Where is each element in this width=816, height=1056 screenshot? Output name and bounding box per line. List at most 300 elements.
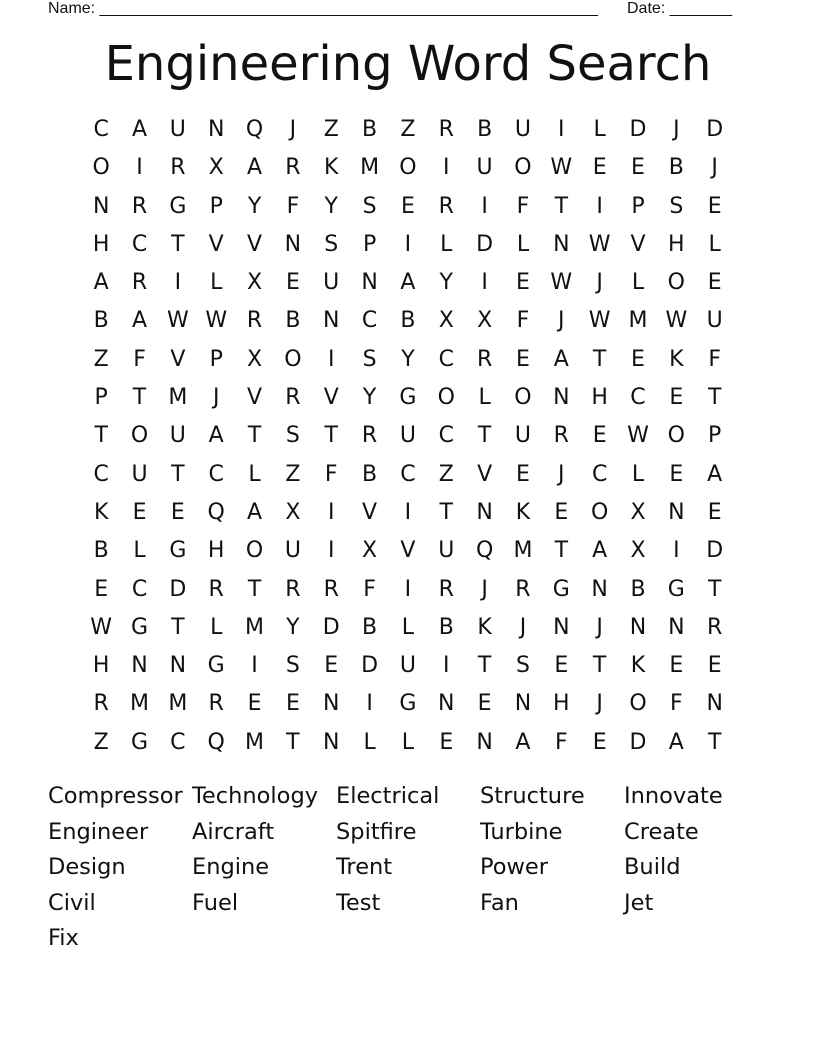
grid-letter: D [706, 117, 724, 142]
grid-letter: N [361, 270, 378, 296]
grid-letter: R [93, 691, 109, 717]
grid-letter: T [554, 538, 569, 564]
grid-letter: M [245, 614, 265, 640]
grid-letter: J [212, 385, 220, 411]
word-list-item: Engine [192, 854, 270, 880]
grid-letter: F [133, 346, 146, 372]
grid-row [82, 111, 734, 149]
grid-letter: W [588, 231, 611, 257]
grid-letter: E [132, 499, 147, 525]
grid-letter: C [93, 461, 109, 487]
grid-letter: C [438, 423, 454, 449]
grid-letter: W [205, 308, 228, 334]
grid-letter: B [362, 461, 378, 487]
grid-row [82, 264, 734, 302]
grid-letter: R [476, 346, 493, 372]
grid-letter: C [93, 117, 109, 142]
grid-row [82, 571, 734, 609]
grid-letter: Z [285, 461, 301, 487]
grid-letter: N [629, 614, 647, 640]
grid-letter: Z [323, 117, 339, 142]
grid-letter: B [477, 117, 493, 142]
grid-letter: L [210, 614, 223, 640]
grid-letter: H [553, 691, 570, 717]
grid-letter: P [631, 193, 645, 219]
grid-letter: Q [475, 538, 494, 564]
grid-letter: G [169, 538, 187, 564]
grid-letter: V [247, 231, 263, 257]
grid-letter: U [514, 117, 531, 142]
grid-letter: J [596, 691, 603, 717]
word-list-item: Aircraft [192, 818, 275, 845]
grid-letter: F [516, 308, 530, 334]
grid-letter: T [286, 729, 300, 755]
grid-letter: R [246, 308, 263, 334]
grid-letter: N [553, 231, 570, 257]
grid-letter: S [669, 193, 684, 219]
grid-row [82, 724, 734, 762]
grid-letter: O [284, 346, 302, 372]
grid-letter: S [285, 423, 300, 449]
grid-letter: S [362, 193, 377, 219]
grid-letter: W [588, 308, 611, 334]
grid-letter: C [131, 576, 148, 602]
grid-letter: E [554, 653, 569, 679]
grid-letter: A [247, 499, 263, 525]
grid-letter: C [208, 461, 224, 487]
grid-letter: L [478, 385, 491, 411]
grid-letter: X [247, 346, 263, 372]
grid-letter: I [251, 653, 258, 679]
grid-letter: O [629, 691, 647, 717]
grid-letter: T [707, 576, 722, 602]
grid-letter: K [630, 653, 646, 679]
grid-letter: U [438, 538, 455, 564]
grid-letter: I [443, 155, 450, 181]
grid-letter: E [707, 193, 722, 219]
grid-letter: N [591, 576, 608, 602]
grid-letter: T [554, 193, 569, 219]
grid-row [82, 494, 734, 532]
grid-letter: B [93, 308, 109, 334]
grid-letter: V [323, 385, 339, 411]
grid-letter: O [130, 423, 149, 449]
grid-letter: W [627, 423, 649, 449]
grid-letter: E [516, 461, 530, 487]
word-list-item: Design [48, 854, 126, 880]
grid-letter: A [131, 117, 148, 142]
grid-letter: A [515, 729, 531, 755]
grid-letter: T [171, 231, 185, 257]
grid-letter: K [324, 155, 339, 181]
grid-letter: G [207, 653, 225, 679]
grid-letter: Y [362, 385, 377, 411]
grid-row [82, 149, 734, 187]
grid-letter: E [439, 729, 454, 755]
grid-letter: V [400, 538, 416, 564]
grid-letter: I [366, 691, 373, 717]
grid-letter: T [707, 729, 722, 755]
grid-row [82, 226, 734, 264]
grid-letter: M [245, 729, 265, 755]
grid-letter: U [169, 423, 186, 449]
grid-letter: E [285, 691, 300, 717]
grid-letter: I [174, 270, 182, 296]
grid-letter: E [707, 653, 722, 679]
grid-letter: U [476, 155, 493, 181]
grid-letter: R [131, 270, 148, 296]
grid-letter: S [324, 231, 339, 257]
grid-letter: R [285, 155, 301, 181]
grid-letter: E [592, 729, 607, 755]
grid-letter: Y [439, 270, 453, 296]
grid-letter: E [516, 346, 530, 372]
grid-letter: L [440, 231, 453, 257]
grid-letter: H [92, 231, 110, 257]
grid-letter: J [711, 155, 718, 181]
word-list-item: Innovate [624, 783, 723, 809]
grid-letter: J [519, 614, 527, 640]
grid-letter: Q [207, 499, 225, 525]
grid-letter: X [362, 538, 378, 564]
grid-letter: L [133, 538, 146, 564]
grid-letter: E [631, 155, 645, 181]
grid-letter: K [669, 346, 684, 372]
grid-letter: I [404, 576, 412, 602]
grid-letter: P [209, 193, 223, 219]
grid-row [82, 417, 734, 455]
grid-letter: I [481, 193, 488, 219]
grid-row [82, 609, 734, 647]
grid-letter: E [94, 576, 109, 602]
grid-letter: E [247, 691, 262, 717]
grid-letter: L [248, 461, 261, 487]
grid-letter: R [131, 193, 148, 219]
word-list-item: Trent [336, 854, 393, 880]
grid-letter: W [90, 614, 113, 640]
grid-letter: E [669, 461, 684, 487]
grid-letter: N [476, 499, 493, 525]
grid-letter: Q [245, 117, 264, 142]
grid-letter: Y [247, 193, 262, 219]
grid-letter: F [324, 461, 338, 487]
grid-letter: I [404, 499, 412, 525]
grid-letter: V [170, 346, 186, 372]
grid-letter: R [438, 117, 454, 142]
grid-letter: L [210, 270, 223, 296]
grid-letter: R [553, 423, 569, 449]
grid-letter: F [554, 729, 568, 755]
grid-letter: C [630, 385, 646, 411]
grid-letter: Z [400, 117, 416, 142]
grid-letter: B [438, 614, 454, 640]
grid-letter: M [360, 155, 380, 181]
word-list [48, 779, 768, 957]
grid-letter: O [514, 155, 532, 181]
grid-letter: N [207, 117, 225, 142]
grid-row [82, 532, 734, 570]
grid-letter: J [596, 270, 603, 296]
grid-letter: O [92, 155, 110, 181]
grid-letter: H [92, 653, 110, 679]
grid-letter: G [552, 576, 570, 602]
grid-letter: C [400, 461, 416, 487]
grid-letter: R [438, 193, 454, 219]
grid-letter: I [596, 193, 603, 219]
grid-letter: C [438, 346, 454, 372]
grid-letter: S [362, 346, 377, 372]
grid-letter: U [706, 308, 723, 334]
grid-letter: A [131, 308, 148, 334]
grid-letter: J [596, 614, 603, 640]
grid-letter: B [362, 117, 378, 142]
grid-letter: G [667, 576, 685, 602]
grid-letter: V [362, 499, 378, 525]
word-list-item: Structure [480, 783, 585, 809]
word-list-item: Fix [48, 925, 79, 951]
grid-letter: R [208, 691, 224, 717]
grid-letter: G [130, 729, 149, 755]
header [48, 0, 748, 20]
grid-letter: Y [286, 614, 300, 640]
grid-letter: A [668, 729, 684, 755]
grid-letter: D [361, 653, 379, 679]
grid-letter: B [362, 614, 378, 640]
grid-letter: X [208, 155, 224, 181]
grid-letter: A [247, 155, 263, 181]
grid-letter: N [131, 653, 148, 679]
grid-letter: T [94, 423, 108, 449]
grid-letter: B [285, 308, 301, 334]
grid-letter: R [285, 385, 301, 411]
grid-letter: E [554, 499, 569, 525]
grid-letter: T [477, 423, 492, 449]
grid-letter: K [515, 499, 531, 525]
grid-letter: T [132, 385, 147, 411]
grid-row [82, 302, 734, 340]
word-list-item: Engineer [48, 818, 149, 845]
grid-letter: T [247, 576, 262, 602]
grid-letter: U [399, 653, 416, 679]
grid-row [82, 379, 734, 417]
word-list-item: Spitfire [336, 818, 417, 845]
grid-letter: M [168, 385, 188, 411]
date-field-label: Date: _______ [627, 0, 732, 17]
grid-letter: W [550, 270, 573, 296]
grid-letter: J [558, 308, 565, 334]
grid-letter: R [361, 423, 378, 449]
grid-letter: U [169, 117, 186, 142]
grid-letter: U [323, 270, 340, 296]
grid-letter: N [668, 499, 685, 525]
grid-letter: V [477, 461, 493, 487]
grid-letter: Y [324, 193, 338, 219]
grid-letter: U [131, 461, 148, 487]
grid-letter: D [169, 576, 187, 602]
word-list-item: Test [336, 889, 381, 916]
name-field-label: Name: ________________________________________________________ [48, 0, 598, 17]
grid-letter: L [593, 117, 606, 142]
grid-letter: P [362, 231, 377, 257]
grid-letter: K [477, 614, 492, 640]
grid-letter: Q [207, 729, 225, 755]
grid-letter: B [668, 155, 684, 181]
word-list-item: Compressor [48, 783, 183, 809]
grid-letter: R [438, 576, 454, 602]
grid-letter: A [208, 423, 224, 449]
grid-letter: D [706, 538, 724, 564]
word-list-item: Civil [48, 889, 96, 916]
grid-letter: T [592, 346, 607, 372]
grid-letter: V [208, 231, 224, 257]
word-list-item: Turbine [480, 818, 563, 845]
grid-letter: E [516, 270, 530, 296]
grid-letter: R [285, 576, 301, 602]
grid-letter: X [247, 270, 263, 296]
grid-letter: B [93, 538, 109, 564]
grid-letter: H [668, 231, 685, 257]
grid-letter: X [630, 538, 646, 564]
grid-letter: M [628, 308, 648, 334]
grid-letter: U [514, 423, 531, 449]
grid-row [82, 647, 734, 685]
grid-letter: A [592, 538, 608, 564]
grid-letter: E [707, 499, 722, 525]
grid-letter: G [130, 614, 149, 640]
grid-letter: D [629, 117, 647, 142]
word-list-item: Fuel [192, 889, 239, 916]
grid-letter: N [668, 614, 685, 640]
grid-letter: I [673, 538, 680, 564]
grid-letter: E [324, 653, 339, 679]
grid-letter: I [558, 117, 565, 142]
grid-letter: A [93, 270, 109, 296]
grid-letter: Z [93, 729, 109, 755]
grid-letter: I [404, 231, 412, 257]
grid-letter: J [481, 576, 488, 602]
grid-letter: A [553, 346, 569, 372]
grid-letter: E [477, 691, 492, 717]
grid-letter: T [439, 499, 453, 525]
grid-row [82, 456, 734, 494]
grid-letter: V [630, 231, 646, 257]
grid-letter: B [630, 576, 646, 602]
grid-letter: E [707, 270, 722, 296]
grid-letter: M [130, 691, 149, 717]
grid-letter: O [437, 385, 455, 411]
grid-letter: O [590, 499, 609, 525]
grid-letter: R [323, 576, 339, 602]
grid-letter: R [707, 614, 723, 640]
grid-letter: O [514, 385, 532, 411]
grid-letter: E [669, 653, 684, 679]
grid-letter: T [171, 461, 185, 487]
word-list-item: Power [480, 854, 549, 880]
word-list-item: Jet [624, 889, 654, 916]
grid-letter: E [631, 346, 645, 372]
grid-letter: E [592, 155, 607, 181]
grid-letter: R [208, 576, 224, 602]
grid-letter: E [669, 385, 684, 411]
grid-row [82, 188, 734, 226]
grid-letter: F [286, 193, 300, 219]
grid-letter: L [708, 231, 721, 257]
grid-letter: T [171, 614, 185, 640]
grid-letter: D [629, 729, 647, 755]
grid-letter: I [327, 346, 335, 372]
grid-letter: P [94, 385, 108, 411]
grid-letter: G [169, 193, 187, 219]
grid-letter: N [706, 691, 723, 717]
grid-letter: N [438, 691, 455, 717]
grid-letter: E [592, 423, 607, 449]
grid-letter: H [591, 385, 608, 411]
grid-letter: O [667, 423, 685, 449]
grid-letter: L [516, 231, 530, 257]
grid-letter: N [169, 653, 187, 679]
grid-letter: F [516, 193, 530, 219]
grid-letter: N [92, 193, 110, 219]
grid-letter: X [630, 499, 646, 525]
grid-letter: I [443, 653, 450, 679]
grid-letter: F [708, 346, 721, 372]
grid-letter: I [327, 538, 335, 564]
grid-letter: C [591, 461, 608, 487]
grid-letter: Z [438, 461, 454, 487]
grid-letter: N [553, 385, 570, 411]
grid-letter: C [131, 231, 148, 257]
grid-letter: M [168, 691, 188, 717]
grid-letter: N [323, 691, 340, 717]
grid-letter: O [667, 270, 685, 296]
word-list-item: Create [624, 818, 699, 845]
grid-letter: F [363, 576, 376, 602]
grid-letter: S [515, 653, 530, 679]
grid-letter: F [670, 691, 683, 717]
grid-letter: C [170, 729, 186, 755]
grid-letter: X [285, 499, 301, 525]
grid-letter: N [284, 231, 302, 257]
grid-letter: G [399, 691, 417, 717]
grid-letter: Y [401, 346, 415, 372]
grid-letter: M [513, 538, 533, 564]
grid-letter: N [323, 729, 340, 755]
grid-letter: T [477, 653, 492, 679]
grid-letter: L [631, 461, 645, 487]
grid-letter: P [708, 423, 722, 449]
grid-letter: J [558, 461, 565, 487]
grid-letter: N [553, 614, 570, 640]
page-title: Engineering Word Search [104, 36, 712, 92]
word-list-item: Build [624, 854, 681, 880]
grid-letter: C [361, 308, 378, 334]
grid-letter: T [324, 423, 338, 449]
grid-letter: I [136, 155, 143, 181]
grid-letter: D [476, 231, 494, 257]
grid-letter: R [170, 155, 186, 181]
grid-letter: L [631, 270, 645, 296]
grid-letter: J [289, 117, 297, 142]
grid-letter: A [400, 270, 416, 296]
grid-letter: T [707, 385, 722, 411]
grid-letter: T [592, 653, 607, 679]
grid-letter: W [665, 308, 688, 334]
grid-letter: X [477, 308, 493, 334]
grid-letter: E [285, 270, 300, 296]
grid-letter: E [400, 193, 415, 219]
grid-letter: H [207, 538, 225, 564]
grid-row [82, 685, 734, 723]
